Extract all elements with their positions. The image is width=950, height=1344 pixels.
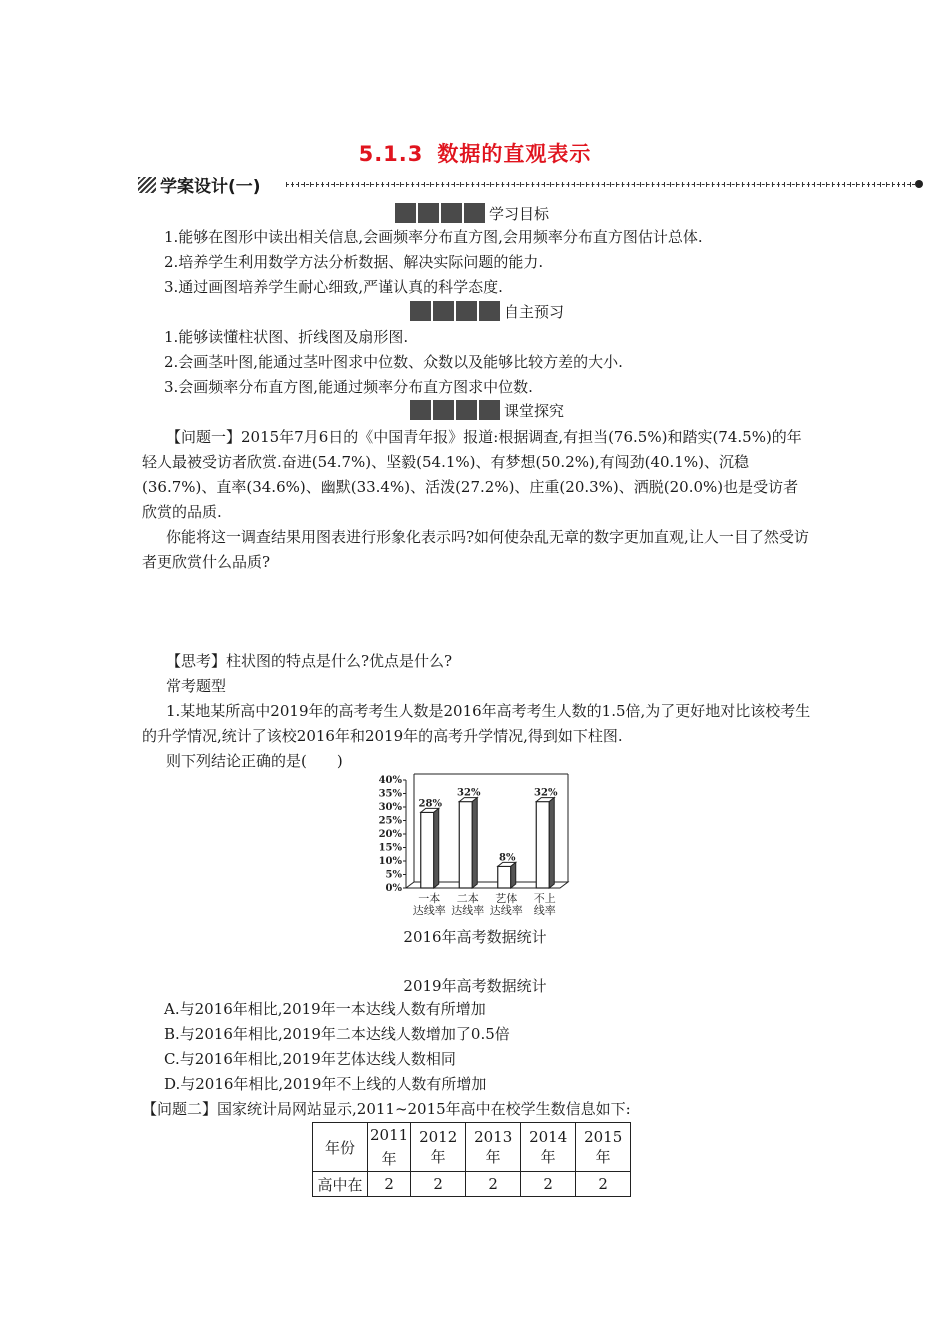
category-label: 达线率 (451, 904, 485, 917)
goal-item: 3.通过画图培养学生耐心细致,严谨认真的科学态度. (164, 278, 503, 296)
goal-item: 1.能够在图形中读出相关信息,会画频率分布直方图,会用频率分布直方图估计总体. (164, 228, 703, 246)
category-label: 一本 (418, 892, 441, 905)
heading-block-icon (410, 301, 502, 321)
preview-item: 3.会画频率分布直方图,能通过频率分布直方图求中位数. (164, 378, 533, 396)
preview-item: 1.能够读懂柱状图、折线图及扇形图. (164, 328, 409, 346)
option-d: D.与2016年相比,2019年不上线的人数有所增加 (164, 1075, 487, 1093)
section-banner (138, 174, 923, 196)
category-label: 达线率 (489, 904, 523, 917)
category-label: 线率 (533, 904, 556, 917)
y-tick-label: 10% (378, 856, 402, 867)
bar-side-face (549, 798, 554, 888)
bar-side-face (511, 862, 516, 888)
preview-item: 2.会画茎叶图,能通过茎叶图求中位数、众数以及能够比较方差的大小. (164, 353, 623, 371)
problem-two: 【问题二】国家统计局网站显示,2011~2015年高中在校学生数信息如下: (142, 1100, 631, 1118)
category-label: 艺体 (495, 892, 518, 905)
y-tick-label: 0% (385, 883, 402, 894)
bar (459, 802, 472, 888)
bar-value-label: 32% (534, 787, 558, 799)
bar (421, 812, 434, 888)
think-block (142, 649, 812, 774)
table-row (313, 1172, 631, 1197)
bar (536, 802, 549, 888)
goal-item: 2.培养学生利用数学方法分析数据、解决实际问题的能力. (164, 253, 544, 271)
y-tick-label: 25% (378, 815, 402, 827)
y-tick-label: 40% (378, 775, 402, 786)
option-a: A.与2016年相比,2019年一本达线人数有所增加 (164, 1000, 486, 1018)
banner-end-dot-icon (915, 180, 923, 188)
bar-value-label: 28% (418, 798, 442, 810)
problem-one (142, 425, 812, 575)
category-label: 达线率 (412, 904, 446, 917)
student-data-table (312, 1122, 631, 1197)
bar-value-label: 8% (499, 852, 516, 864)
table-row (313, 1123, 631, 1172)
y-tick-label: 5% (385, 869, 402, 881)
problem-one-text: 【问题一】2015年7月6日的《中国青年报》报道:根据调查,有担当(76.5%)和踏实(74.5%)的年轻人最被受访者欣赏.奋进(54.7%)、坚毅(54.1%)、有梦想(50.2%),有闯劲(40.1%)、沉稳(36.7%)、直率(34.6%)、幽默(33.4%)、活泼(27.2%)、庄重(20.3%)、洒脱(20.0%)也是受访者欣赏的品质. (142, 428, 802, 521)
category-label: 不上 (533, 892, 556, 905)
banner-stripes-icon (138, 177, 156, 193)
y-tick-label: 30% (378, 802, 402, 813)
question-one-ask: 则下列结论正确的是( ) (166, 752, 343, 770)
y-tick-label: 20% (378, 829, 402, 840)
bar-side-face (434, 808, 439, 888)
heading-goals-label: 学习目标 (489, 205, 550, 223)
problem-one-question: 你能将这一调查结果用图表进行形象化表示吗?如何使杂乱无章的数字更加直观,让人一目了然受访者更欣赏什么品质? (142, 528, 809, 571)
heading-preview-label: 自主预习 (504, 303, 565, 321)
option-b: B.与2016年相比,2019年二本达线人数增加了0.5倍 (164, 1025, 510, 1043)
question-one-text: 1.某地某所高中2019年的高考考生人数是2016年高考考生人数的1.5倍,为了更好地对比该校考生的升学情况,统计了该校2016年和2019年的高考升学情况,得到如下柱图. (142, 702, 811, 745)
heading-explore-label: 课堂探究 (504, 402, 565, 420)
table-header-cell: 年份 (313, 1123, 368, 1172)
y-tick-label: 35% (378, 788, 402, 800)
table-cell: 2 (576, 1172, 631, 1197)
option-c: C.与2016年相比,2019年艺体达线人数相同 (164, 1050, 456, 1068)
common-heading: 常考题型 (166, 677, 227, 695)
caption-2019: 2019年高考数据统计 (403, 977, 547, 995)
table-header-cell: 2011年 (368, 1123, 411, 1172)
title-number: 5.1.3 (358, 142, 424, 166)
bar-chart-2016 (372, 772, 582, 922)
heading-block-icon (410, 400, 502, 420)
category-label: 二本 (456, 892, 479, 905)
y-tick-label: 15% (378, 842, 402, 854)
heading-block-icon (395, 203, 487, 223)
title-text: 数据的直观表示 (437, 142, 592, 166)
table-cell: 2 (411, 1172, 466, 1197)
table-header-cell: 2012年 (411, 1123, 466, 1172)
table-header-cell: 2014年 (521, 1123, 576, 1172)
table-header-cell: 2015年 (576, 1123, 631, 1172)
table-cell: 2 (368, 1172, 411, 1197)
think-text: 【思考】柱状图的特点是什么?优点是什么? (166, 652, 453, 670)
table-cell: 高中在 (313, 1172, 368, 1197)
bar (498, 866, 511, 888)
table-cell: 2 (466, 1172, 521, 1197)
table-cell: 2 (521, 1172, 576, 1197)
table-header-cell: 2013年 (466, 1123, 521, 1172)
bar-value-label: 32% (457, 787, 481, 799)
banner-label: 学案设计(一) (160, 177, 261, 197)
page-title (0, 138, 950, 168)
banner-dotted-line (286, 184, 915, 185)
caption-2016: 2016年高考数据统计 (403, 928, 547, 946)
bar-side-face (472, 798, 477, 888)
